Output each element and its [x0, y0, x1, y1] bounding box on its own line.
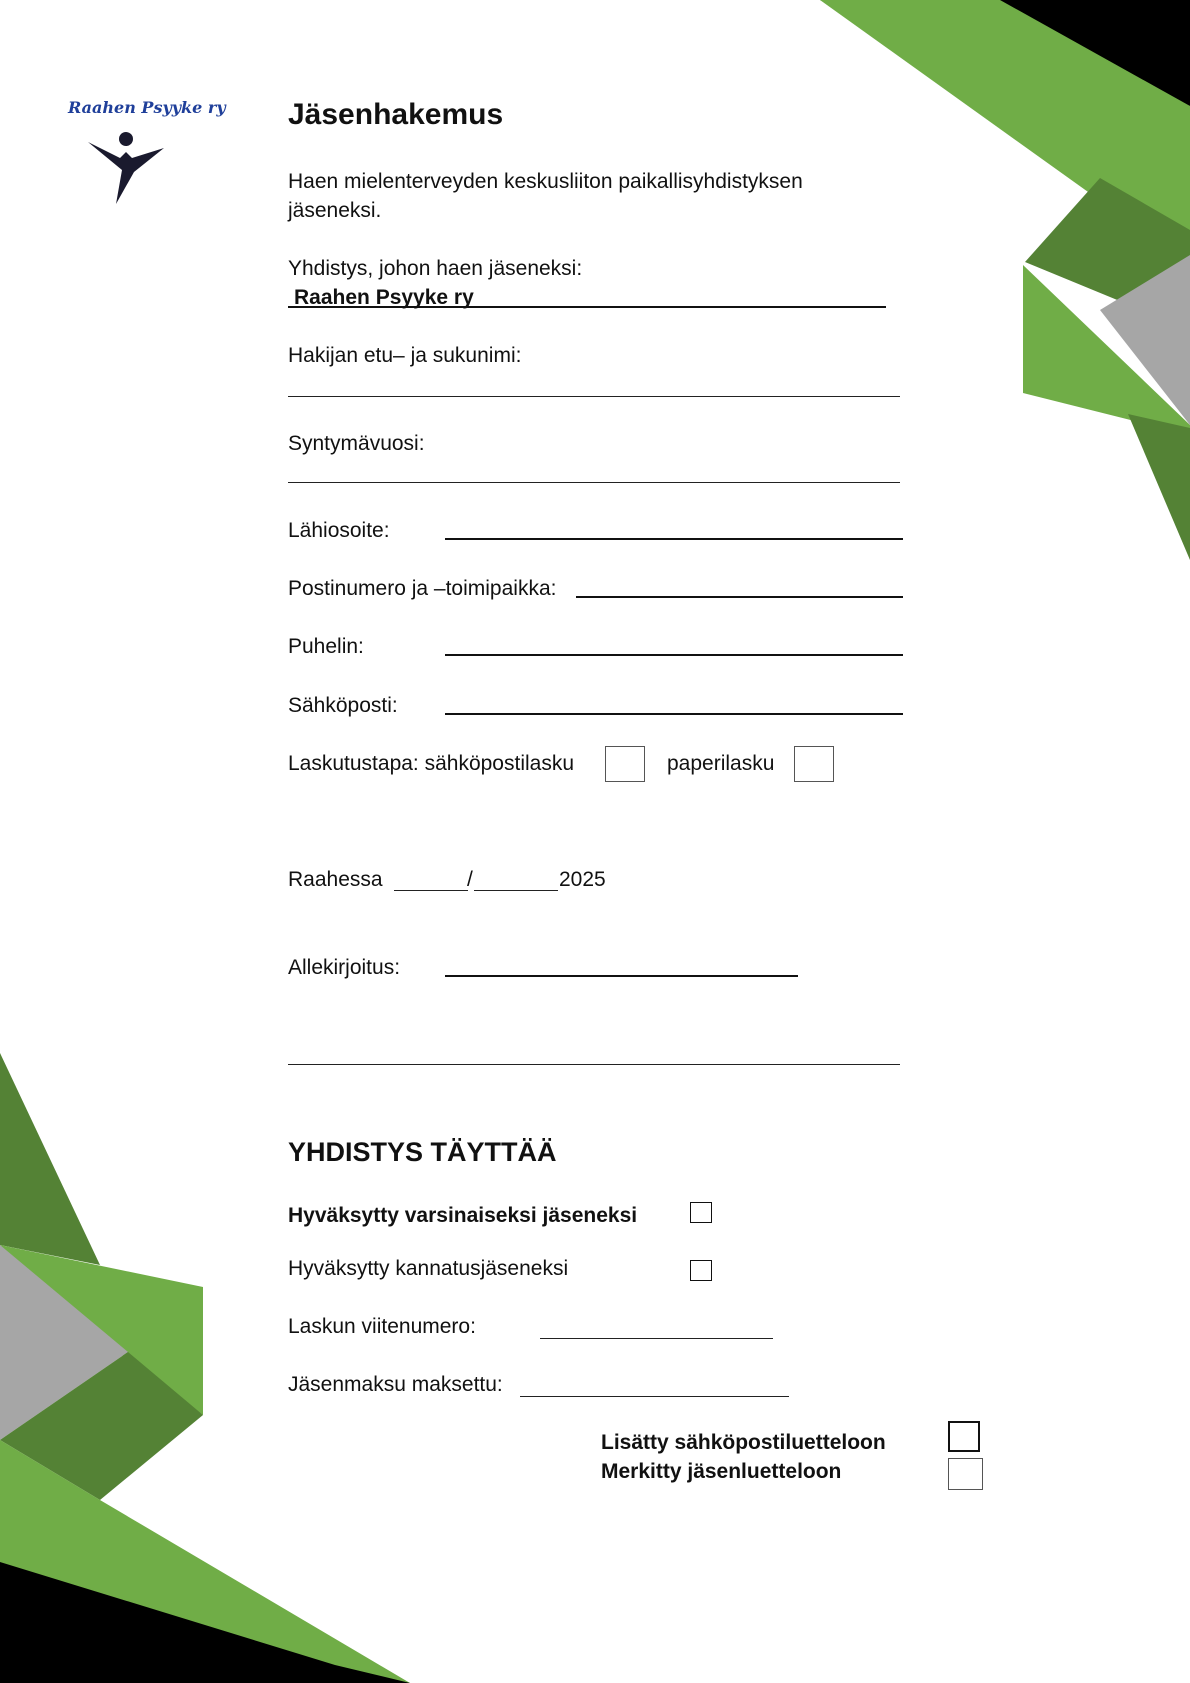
phone-field-line[interactable]: [445, 654, 903, 656]
full-member-checkbox[interactable]: [690, 1202, 712, 1223]
date-prefix: Raahessa: [288, 868, 383, 891]
postal-field-line[interactable]: [576, 596, 903, 598]
paper-bill-label: paperilasku: [667, 752, 775, 775]
fee-paid-label: Jäsenmaksu maksettu:: [288, 1373, 503, 1396]
full-member-label: Hyväksytty varsinaiseksi jäseneksi: [288, 1204, 638, 1227]
name-clarification-line[interactable]: [288, 1064, 900, 1065]
association-section-title: YHDISTYS TÄYTTÄÄ: [288, 1137, 557, 1167]
reference-number-label: Laskun viitenumero:: [288, 1315, 476, 1338]
email-list-checkbox[interactable]: [948, 1421, 980, 1452]
intro-text-line2: jäseneksi.: [288, 199, 382, 222]
fee-paid-field-line[interactable]: [520, 1396, 789, 1397]
intro-text-line1: Haen mielenterveyden keskusliiton paikallisyhdistyksen: [288, 170, 803, 193]
billing-label: Laskutustapa: sähköpostilasku: [288, 752, 575, 775]
signature-field-line[interactable]: [445, 975, 798, 977]
postal-label: Postinumero ja –toimipaikka:: [288, 577, 557, 600]
email-label: Sähköposti:: [288, 694, 398, 717]
name-label: Hakijan etu– ja sukunimi:: [288, 344, 522, 367]
supporting-member-checkbox[interactable]: [690, 1260, 712, 1281]
email-bill-checkbox[interactable]: [605, 746, 645, 782]
member-register-checkbox[interactable]: [948, 1458, 983, 1490]
date-month-field-line[interactable]: [474, 890, 558, 891]
birth-year-field-line[interactable]: [288, 482, 900, 483]
birth-year-label: Syntymävuosi:: [288, 432, 425, 455]
top-right-dark-green-tail: [1128, 414, 1190, 560]
phone-label: Puhelin:: [288, 635, 364, 658]
name-field-line[interactable]: [288, 396, 900, 397]
reference-number-field-line[interactable]: [540, 1338, 773, 1339]
paper-bill-checkbox[interactable]: [794, 746, 834, 782]
email-list-label: Lisätty sähköpostiluetteloon: [601, 1431, 886, 1454]
form-title: Jäsenhakemus: [288, 98, 504, 131]
member-register-label: Merkitty jäsenluetteloon: [601, 1460, 842, 1483]
logo-figure-icon: [86, 128, 166, 208]
address-field-line[interactable]: [445, 538, 903, 540]
logo-org-name: Raahen Psyyke ry: [68, 98, 226, 117]
bottom-left-dark-green-shard: [0, 1053, 100, 1265]
date-separator: /: [467, 868, 473, 891]
association-value: Raahen Psyyke ry: [294, 286, 474, 309]
email-field-line[interactable]: [445, 713, 903, 715]
association-label: Yhdistys, johon haen jäseneksi:: [288, 257, 583, 280]
signature-label: Allekirjoitus:: [288, 956, 401, 979]
date-day-field-line[interactable]: [394, 890, 468, 891]
supporting-member-label: Hyväksytty kannatusjäseneksi: [288, 1257, 569, 1280]
date-year: 2025: [559, 868, 606, 891]
association-field-line[interactable]: [288, 306, 886, 308]
address-label: Lähiosoite:: [288, 519, 390, 542]
